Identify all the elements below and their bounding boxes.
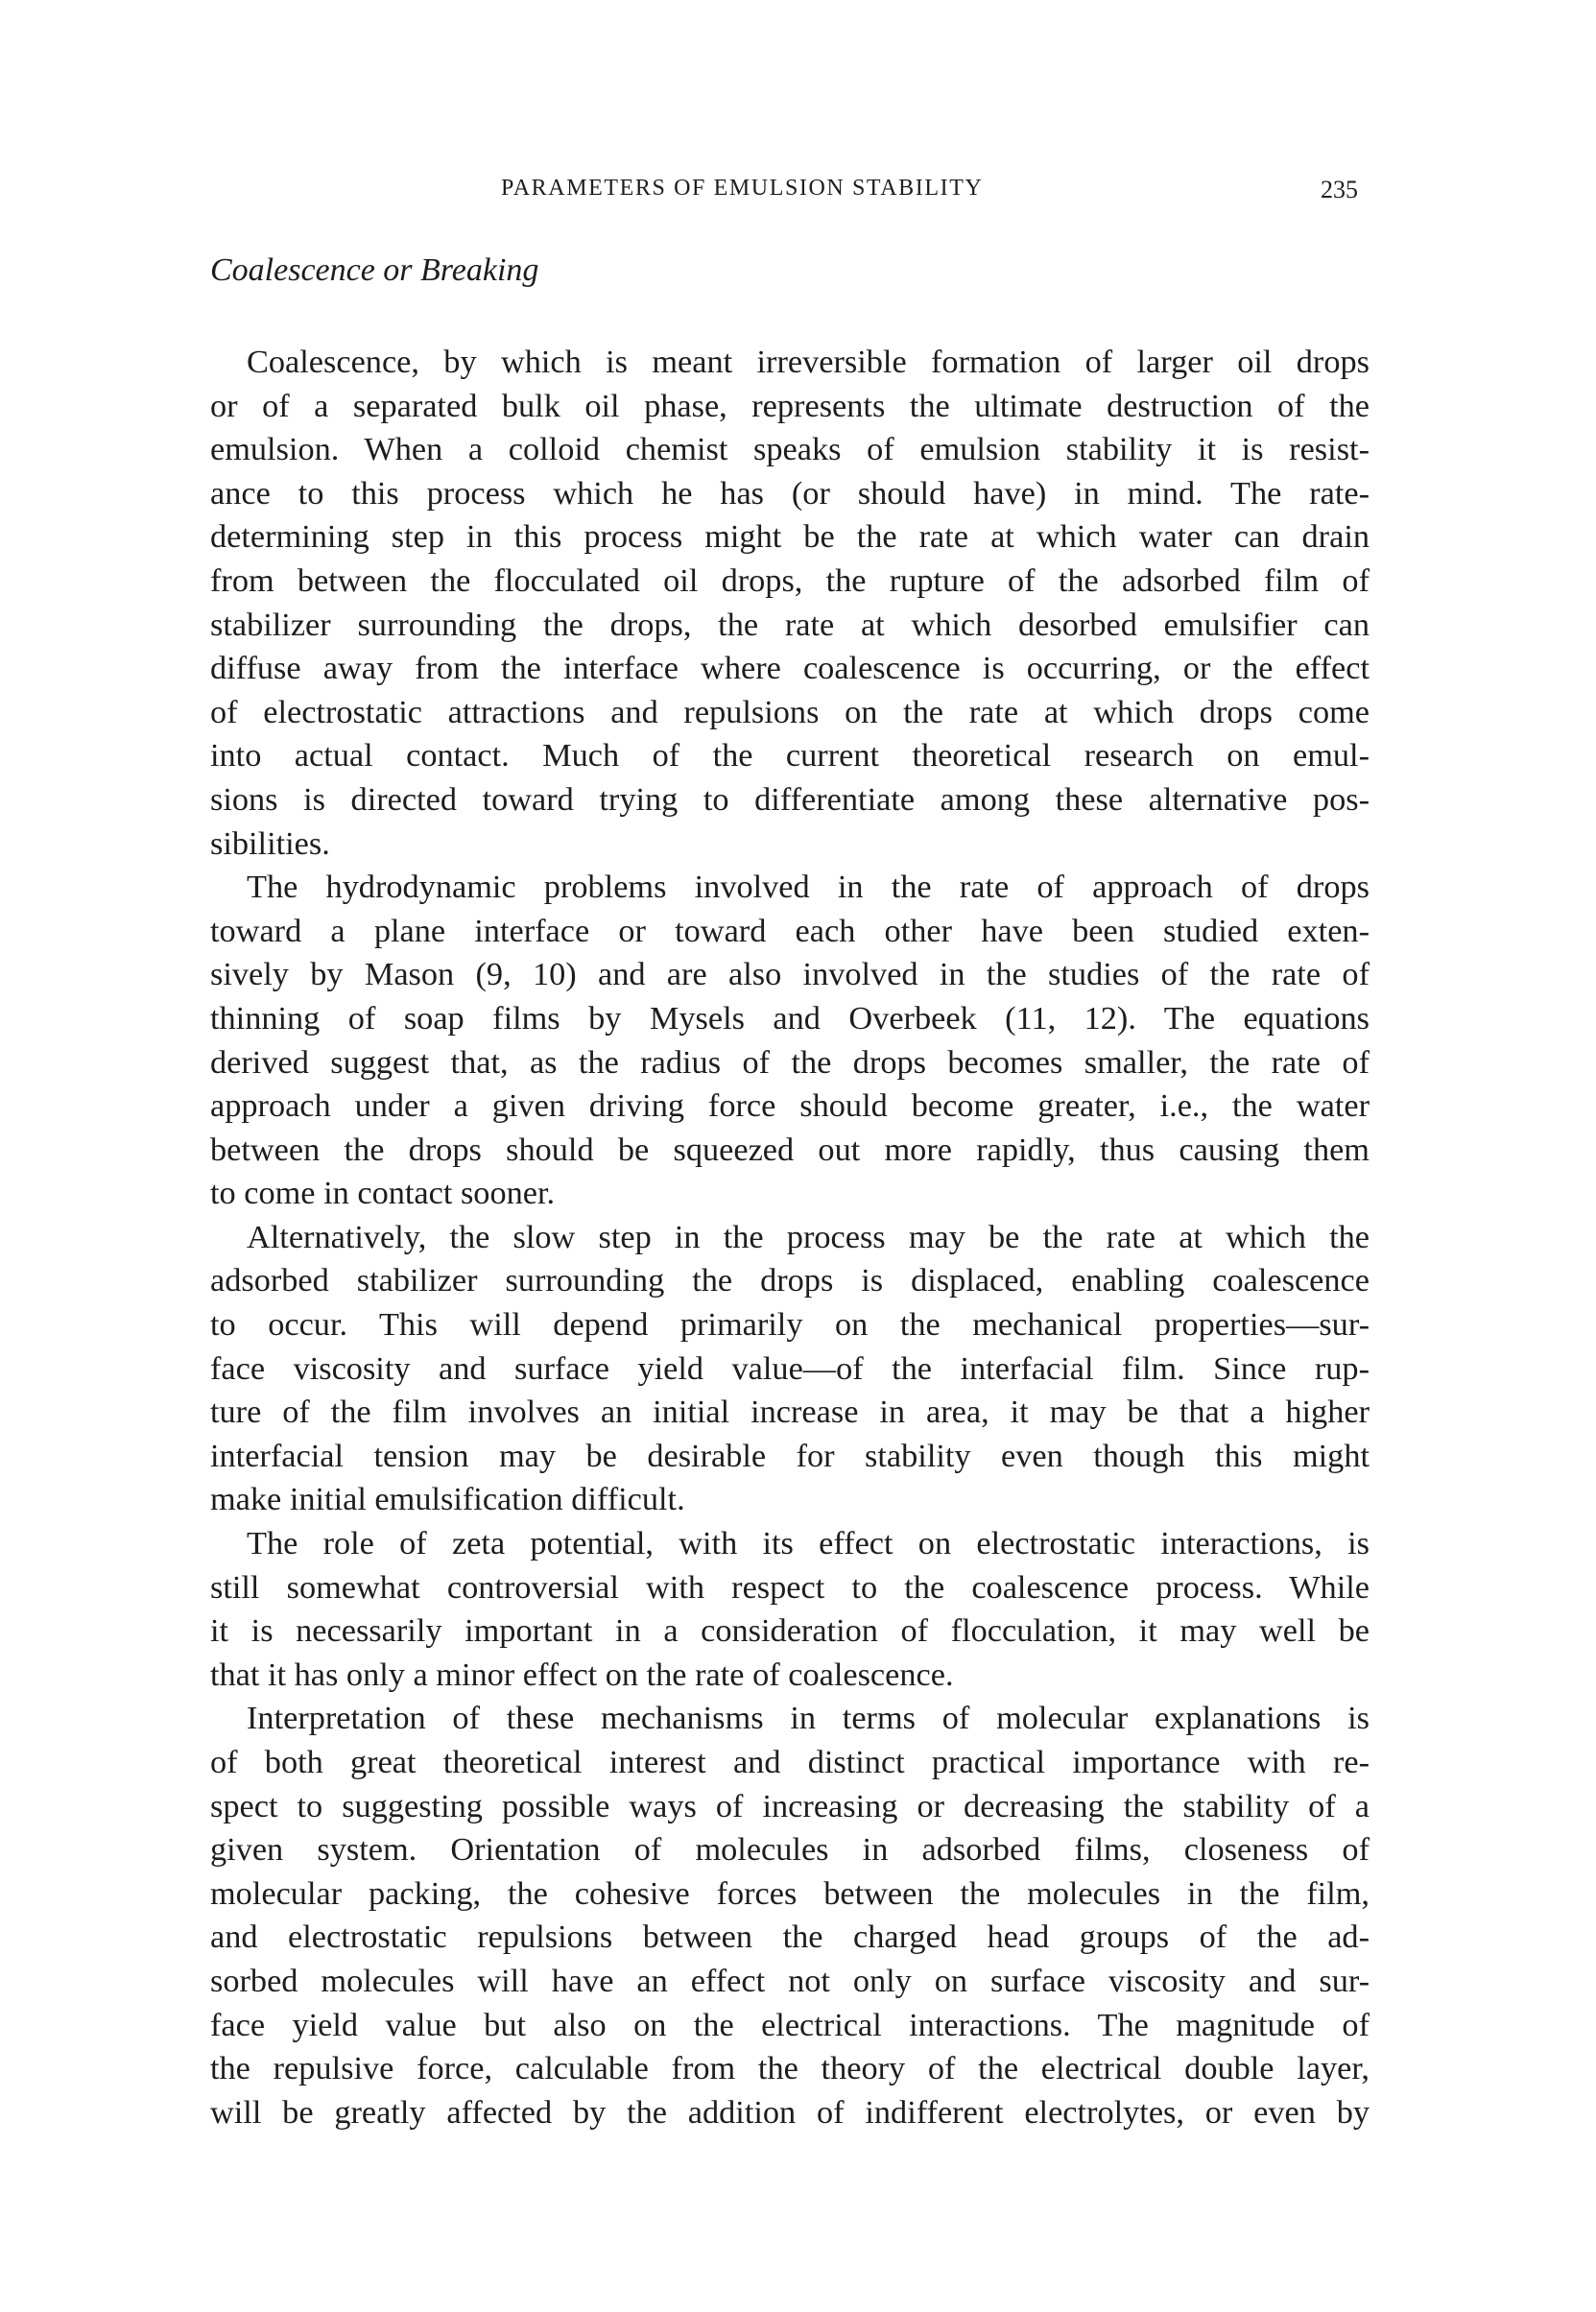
page-number: 235 [1321,176,1358,203]
text-line: that it has only a minor effect on the rate of coalescence. [210,1656,954,1693]
text-line: The hydrodynamic problems involved in the rate of approach of drops [247,869,1370,906]
text-line: toward a plane interface or toward each other have been studied exten- [210,912,1370,949]
text-line: determining step in this process might be the rate at which water can drain [210,518,1370,556]
text-line: the repulsive force, calculable from the theory of the electrical double layer, [210,2050,1370,2087]
text-line: emulsion. When a colloid chemist speaks of emulsion stability it is resist- [210,431,1370,468]
text-line: sively by Mason (9, 10) and are also involved in the studies of the rate of [210,956,1370,993]
text-line: adsorbed stabilizer surrounding the drops is displaced, enabling coalescence [210,1262,1370,1299]
text-line: interfacial tension may be desirable for stability even though this might [210,1437,1370,1474]
paragraph [210,1697,1370,2134]
text-line: stabilizer surrounding the drops, the rate at which desorbed emulsifier can [210,606,1370,643]
text-line: Alternatively, the slow step in the process may be the rate at which the [247,1218,1370,1255]
text-line: Coalescence, by which is meant irreversible formation of larger oil drops [247,344,1370,380]
text-line: or of a separated bulk oil phase, represents the ultimate destruction of the [210,387,1370,424]
body-text [210,341,1370,2134]
text-line: it is necessarily important in a consideration of flocculation, it may well be [210,1612,1370,1650]
text-line: approach under a given driving force should become greater, i.e., the water [210,1087,1370,1125]
text-line: into actual contact. Much of the current theoretical research on emul- [210,737,1370,775]
paragraph [210,1216,1370,1522]
paragraph [210,866,1370,1216]
text-line: given system. Orientation of molecules in adsorbed films, closeness of [210,1831,1370,1869]
text-line: will be greatly affected by the addition of indifferent electrolytes, or even by [210,2093,1370,2131]
text-line: thinning of soap films by Mysels and Overbeek (11, 12). The equations [210,999,1370,1037]
text-line: of both great theoretical interest and distinct practical importance with re- [210,1744,1370,1780]
text-line: make initial emulsification difficult. [210,1481,685,1518]
text-line: sibilities. [210,824,330,862]
text-line: still somewhat controversial with respect to the coalescence process. While [210,1568,1370,1606]
text-line: of electrostatic attractions and repulsions on the rate at which drops come [210,693,1370,730]
text-line: to come in contact sooner. [210,1175,556,1212]
text-line: between the drops should be squeezed out more rapidly, thus causing them [210,1131,1370,1168]
paragraph [210,1522,1370,1697]
running-title: PARAMETERS OF EMULSION STABILITY [501,176,984,201]
text-line: from between the flocculated oil drops, the rupture of the adsorbed film of [210,561,1370,599]
text-line: diffuse away from the interface where coalescence is occurring, or the effect [210,650,1370,687]
text-line: face viscosity and surface yield value—of the interfacial film. Since rup- [210,1349,1370,1387]
section-heading: Coalescence or Breaking [210,252,539,288]
paragraph [210,341,1370,866]
text-line: ture of the film involves an initial increase in area, it may be that a higher [210,1394,1370,1431]
text-line: Interpretation of these mechanisms in terms of molecular explanations is [247,1700,1370,1737]
text-line: The role of zeta potential, with its effect on electrostatic interactions, is [247,1525,1370,1562]
text-line: sorbed molecules will have an effect not only on surface viscosity and sur- [210,1962,1370,1999]
text-line: molecular packing, the cohesive forces between the molecules in the film, [210,1874,1370,1912]
text-line: face yield value but also on the electrical interactions. The magnitude of [210,2006,1370,2043]
text-line: and electrostatic repulsions between the charged head groups of the ad- [210,1919,1370,1956]
text-line: spect to suggesting possible ways of increasing or decreasing the stability of a [210,1787,1370,1824]
text-line: to occur. This will depend primarily on the mechanical properties—sur- [210,1306,1370,1344]
running-head [0,176,1596,214]
text-line: derived suggest that, as the radius of the drops becomes smaller, the rate of [210,1043,1370,1081]
text-line: ance to this process which he has (or should have) in mind. The rate- [210,474,1370,512]
text-line: sions is directed toward trying to differentiate among these alternative pos- [210,780,1370,818]
